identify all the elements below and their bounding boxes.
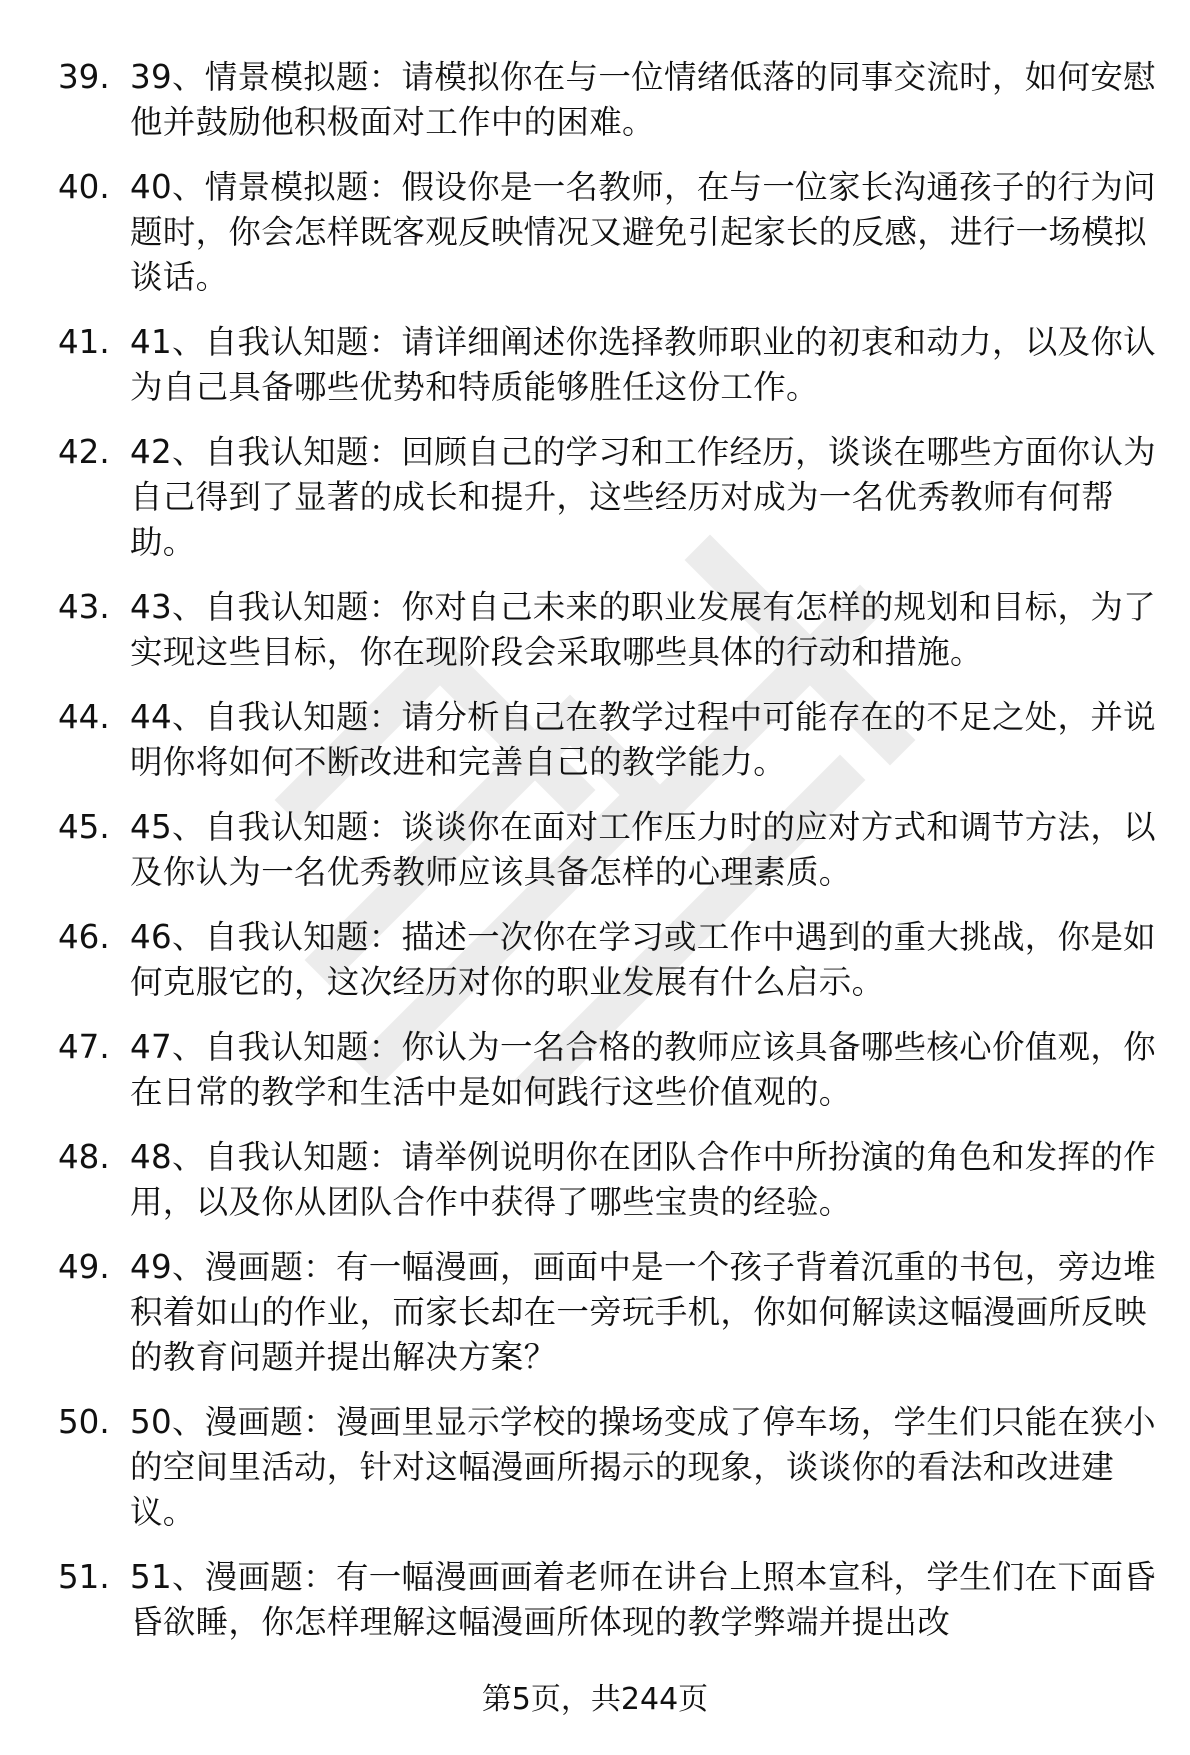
question-number: 44. (58, 698, 110, 736)
question-item (58, 320, 1158, 410)
question-item (58, 805, 1158, 895)
question-item (58, 1400, 1158, 1535)
question-text: 39、情景模拟题：请模拟你在与一位情绪低落的同事交流时，如何安慰他并鼓励他积极面对工作中的困难。 (130, 58, 1156, 141)
question-number: 46. (58, 918, 110, 956)
question-item (58, 915, 1158, 1005)
question-item (58, 55, 1158, 145)
question-text: 49、漫画题：有一幅漫画，画面中是一个孩子背着沉重的书包，旁边堆积着如山的作业，而家长却在一旁玩手机，你如何解读这幅漫画所反映的教育问题并提出解决方案？ (130, 1248, 1156, 1376)
question-text: 50、漫画题：漫画里显示学校的操场变成了停车场，学生们只能在狭小的空间里活动，针对这幅漫画所揭示的现象，谈谈你的看法和改进建议。 (130, 1403, 1156, 1531)
question-number: 40. (58, 168, 110, 206)
question-number: 42. (58, 433, 110, 471)
question-number: 39. (58, 58, 110, 96)
question-number: 48. (58, 1138, 110, 1176)
question-number: 43. (58, 588, 110, 626)
question-number: 41. (58, 323, 110, 361)
question-number: 45. (58, 808, 110, 846)
question-text: 43、自我认知题：你对自己未来的职业发展有怎样的规划和目标，为了实现这些目标，你在现阶段会采取哪些具体的行动和措施。 (130, 588, 1156, 671)
page-number-footer: 第5页，共244页 (481, 1682, 709, 1717)
question-text: 47、自我认知题：你认为一名合格的教师应该具备哪些核心价值观，你在日常的教学和生活中是如何践行这些价值观的。 (130, 1028, 1156, 1111)
question-item (58, 1025, 1158, 1115)
question-text: 42、自我认知题：回顾自己的学习和工作经历，谈谈在哪些方面你认为自己得到了显著的成长和提升，这些经历对成为一名优秀教师有何帮助。 (130, 433, 1156, 561)
question-text: 41、自我认知题：请详细阐述你选择教师职业的初衷和动力，以及你认为自己具备哪些优势和特质能够胜任这份工作。 (130, 323, 1156, 406)
question-item (58, 1135, 1158, 1225)
question-text: 45、自我认知题：谈谈你在面对工作压力时的应对方式和调节方法，以及你认为一名优秀教师应该具备怎样的心理素质。 (130, 808, 1156, 891)
question-list (58, 55, 1158, 1665)
question-text: 51、漫画题：有一幅漫画画着老师在讲台上照本宣科，学生们在下面昏昏欲睡，你怎样理解这幅漫画所体现的教学弊端并提出改 (130, 1558, 1156, 1641)
question-text: 48、自我认知题：请举例说明你在团队合作中所扮演的角色和发挥的作用，以及你从团队合作中获得了哪些宝贵的经验。 (130, 1138, 1156, 1221)
question-number: 51. (58, 1558, 110, 1596)
question-text: 44、自我认知题：请分析自己在教学过程中可能存在的不足之处，并说明你将如何不断改进和完善自己的教学能力。 (130, 698, 1156, 781)
question-text: 40、情景模拟题：假设你是一名教师，在与一位家长沟通孩子的行为问题时，你会怎样既客观反映情况又避免引起家长的反感，进行一场模拟谈话。 (130, 168, 1156, 296)
question-item (58, 165, 1158, 300)
question-item (58, 585, 1158, 675)
question-item (58, 1555, 1158, 1645)
question-number: 50. (58, 1403, 110, 1441)
question-number: 49. (58, 1248, 110, 1286)
question-item (58, 695, 1158, 785)
question-text: 46、自我认知题：描述一次你在学习或工作中遇到的重大挑战，你是如何克服它的，这次经历对你的职业发展有什么启示。 (130, 918, 1156, 1001)
question-number: 47. (58, 1028, 110, 1066)
question-item (58, 1245, 1158, 1380)
question-item (58, 430, 1158, 565)
